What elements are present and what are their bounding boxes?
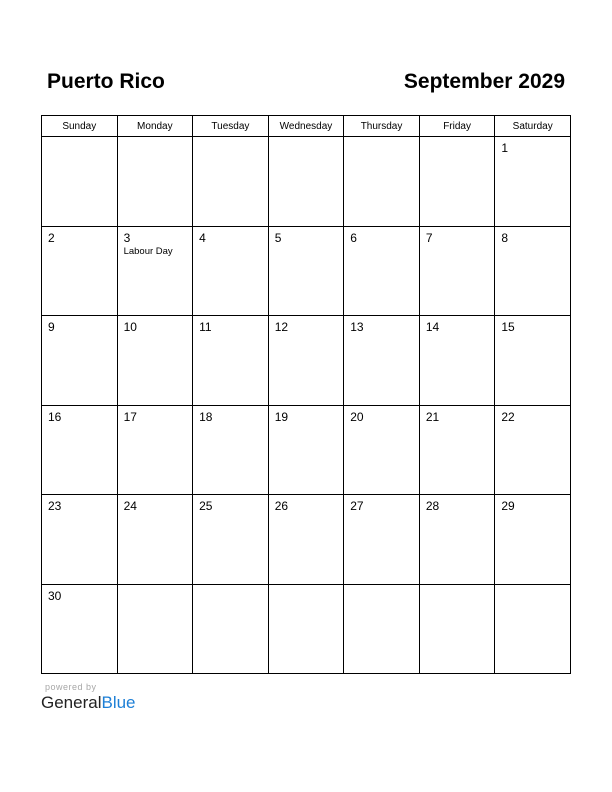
country-title: Puerto Rico	[47, 70, 165, 93]
empty-day-cell	[42, 137, 118, 227]
day-cell	[495, 137, 571, 227]
weekday-friday: Friday	[419, 116, 495, 137]
day-cell	[268, 495, 344, 585]
brand-general-text: General	[41, 693, 102, 712]
calendar-grid	[41, 115, 571, 674]
day-number: 1	[501, 141, 509, 155]
day-cell	[117, 226, 193, 316]
day-cell	[495, 226, 571, 316]
day-number: 19	[274, 409, 289, 424]
day-cell	[344, 316, 420, 406]
weekday-wednesday: Wednesday	[268, 116, 344, 137]
day-number: 21	[425, 409, 440, 424]
empty-day-cell	[268, 137, 344, 227]
day-number: 25	[199, 499, 213, 513]
day-cell	[117, 405, 193, 495]
day-number: 20	[350, 409, 364, 424]
empty-day-cell	[193, 584, 269, 674]
day-cell	[268, 226, 344, 316]
day-number: 6	[350, 230, 357, 245]
generalblue-logo[interactable]	[41, 693, 136, 713]
day-cell	[495, 495, 571, 585]
day-cell	[419, 405, 495, 495]
day-cell	[344, 405, 420, 495]
day-number: 11	[199, 320, 212, 334]
day-cell	[42, 495, 118, 585]
week-row	[42, 405, 571, 495]
day-number: 14	[425, 320, 440, 334]
day-cell	[419, 226, 495, 316]
day-cell	[344, 495, 420, 585]
day-cell	[117, 316, 193, 406]
day-number: 8	[501, 230, 509, 245]
day-number: 12	[274, 320, 289, 334]
day-number: 2	[48, 230, 55, 245]
day-number: 30	[48, 588, 62, 603]
day-number: 5	[274, 230, 282, 245]
day-cell	[193, 316, 269, 406]
day-number: 18	[199, 409, 213, 424]
day-number: 13	[350, 320, 364, 334]
holiday-label: Labour Day	[123, 245, 173, 257]
day-cell	[117, 495, 193, 585]
day-cell	[268, 316, 344, 406]
day-cell	[42, 226, 118, 316]
day-cell	[42, 405, 118, 495]
week-row	[42, 226, 571, 316]
week-row	[42, 316, 571, 406]
day-cell	[268, 405, 344, 495]
day-number: 7	[425, 230, 433, 245]
day-cell	[42, 316, 118, 406]
day-cell	[419, 495, 495, 585]
empty-day-cell	[344, 137, 420, 227]
day-number: 29	[501, 499, 515, 513]
day-number: 24	[123, 499, 137, 513]
week-row	[42, 495, 571, 585]
month-year-title: September 2029	[403, 70, 565, 93]
day-number: 28	[425, 499, 440, 513]
day-number: 16	[48, 409, 62, 424]
day-cell	[419, 316, 495, 406]
empty-day-cell	[117, 137, 193, 227]
day-number: 22	[501, 409, 515, 424]
empty-day-cell	[419, 584, 495, 674]
weekday-saturday: Saturday	[495, 116, 571, 137]
day-number: 15	[501, 320, 515, 334]
day-cell	[42, 584, 118, 674]
day-cell	[193, 405, 269, 495]
day-number: 3	[123, 230, 131, 245]
empty-day-cell	[268, 584, 344, 674]
empty-day-cell	[495, 584, 571, 674]
day-cell	[495, 405, 571, 495]
day-number: 4	[199, 230, 206, 245]
empty-day-cell	[117, 584, 193, 674]
weekday-tuesday: Tuesday	[193, 116, 269, 137]
day-number: 26	[274, 499, 289, 513]
day-number: 23	[48, 499, 62, 513]
week-row	[42, 584, 571, 674]
weekday-header-row	[42, 116, 571, 137]
weekday-sunday: Sunday	[42, 116, 118, 137]
powered-by-label: powered by	[45, 682, 97, 692]
day-cell	[193, 495, 269, 585]
day-number: 9	[48, 320, 55, 334]
empty-day-cell	[419, 137, 495, 227]
day-number: 17	[123, 409, 137, 424]
weekday-thursday: Thursday	[344, 116, 420, 137]
day-cell	[495, 316, 571, 406]
empty-day-cell	[344, 584, 420, 674]
day-cell	[344, 226, 420, 316]
empty-day-cell	[193, 137, 269, 227]
day-number: 27	[350, 499, 364, 513]
brand-blue-text: Blue	[101, 693, 136, 712]
day-cell	[193, 226, 269, 316]
week-row	[42, 137, 571, 227]
day-number: 10	[123, 320, 137, 334]
weekday-monday: Monday	[117, 116, 193, 137]
